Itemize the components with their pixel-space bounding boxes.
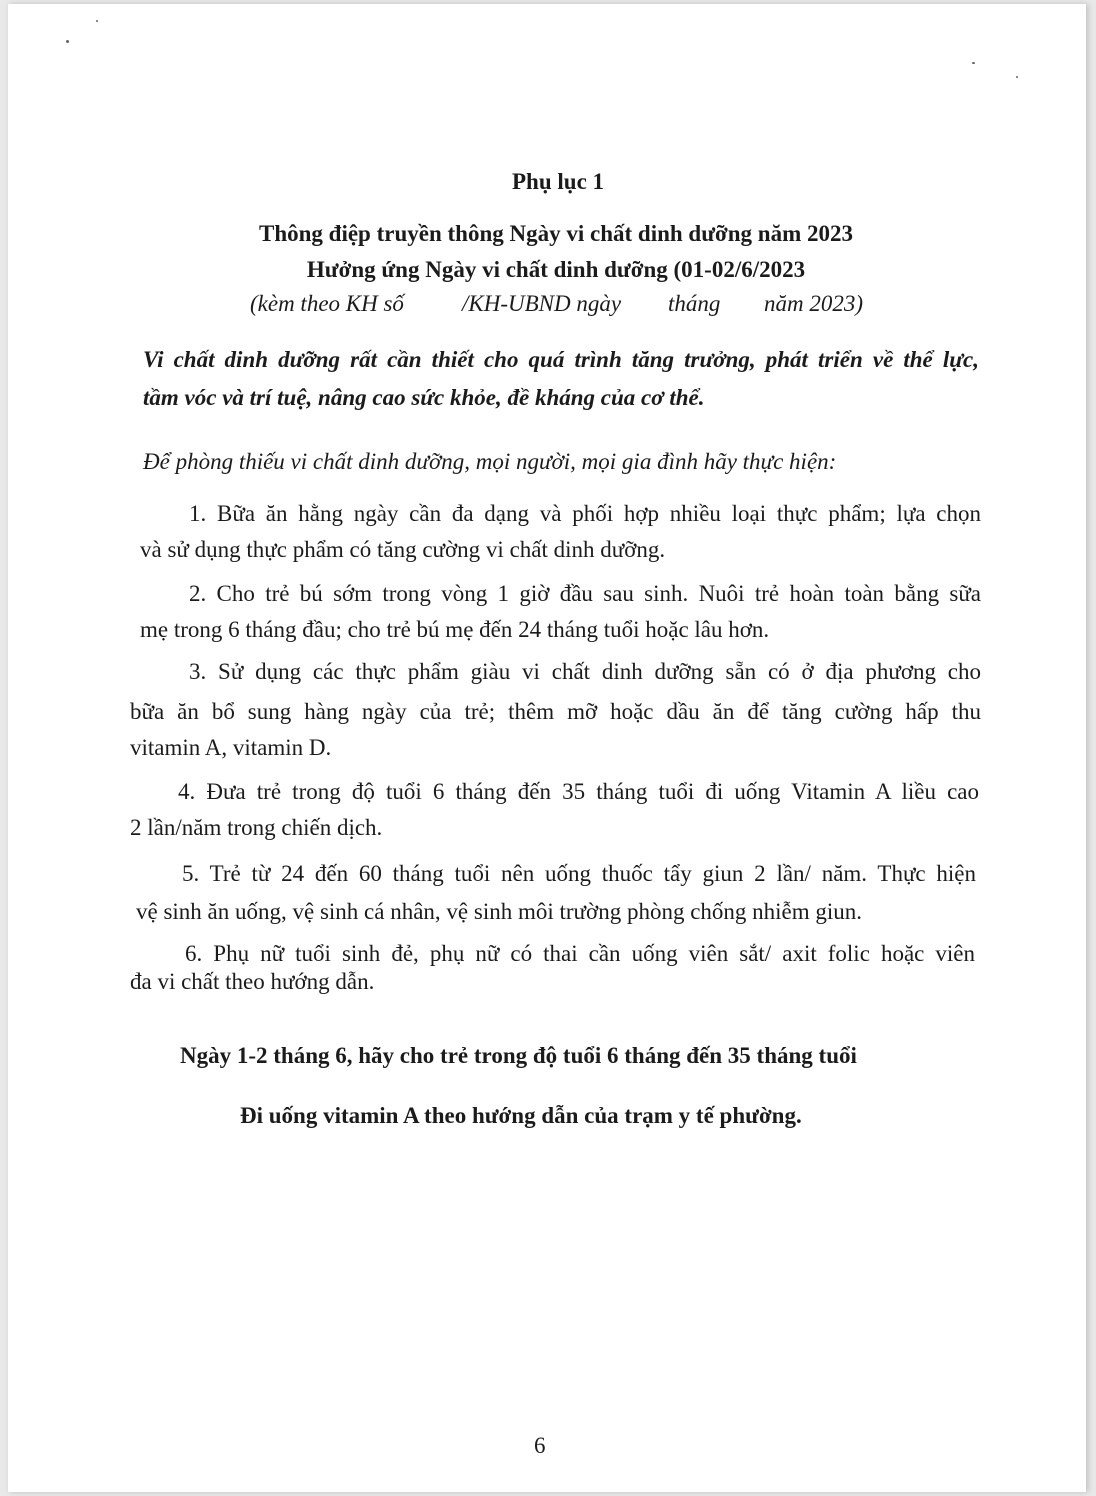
list-item-5-line-1: 5. Trẻ từ 24 đến 60 tháng tuổi nên uống thuốc tẩy giun 2 lần/ năm. Thực hiện xyxy=(182,861,976,886)
scan-speck xyxy=(972,62,975,64)
list-item-2-line-1: 2. Cho trẻ bú sớm trong vòng 1 giờ đầu sau sinh. Nuôi trẻ hoàn toàn bằng sữa xyxy=(189,581,981,606)
scan-speck xyxy=(96,20,98,22)
reference-ubnd-date: /KH-UBND ngày xyxy=(462,291,622,316)
list-item-2-line-2: mẹ trong 6 tháng đầu; cho trẻ bú mẹ đến 24 tháng tuổi hoặc lâu hơn. xyxy=(140,617,770,642)
intro-line-1: Vi chất dinh dưỡng rất cần thiết cho quá trình tăng trưởng, phát triển về thể lực, xyxy=(143,347,979,372)
list-item-6-line-1: 6. Phụ nữ tuổi sinh đẻ, phụ nữ có thai cần uống viên sắt/ axit folic hoặc viên xyxy=(185,941,975,966)
document-subtitle: Hưởng ứng Ngày vi chất dinh dưỡng (01-02/6/2023 xyxy=(306,257,806,282)
list-item-1-line-2: và sử dụng thực phẩm có tăng cường vi chất dinh dưỡng. xyxy=(140,537,666,562)
list-item-6-line-2: đa vi chất theo hướng dẫn. xyxy=(130,969,375,994)
list-item-5-line-2: vệ sinh ăn uống, vệ sinh cá nhân, vệ sinh môi trường phòng chống nhiễm giun. xyxy=(136,899,863,924)
intro-line-2: tầm vóc và trí tuệ, nâng cao sức khỏe, đề kháng của cơ thể. xyxy=(143,385,705,410)
list-item-4-line-1: 4. Đưa trẻ trong độ tuổi 6 tháng đến 35 tháng tuổi đi uống Vitamin A liều cao xyxy=(178,779,979,804)
lead-text: Để phòng thiếu vi chất dinh dưỡng, mọi người, mọi gia đình hãy thực hiện: xyxy=(143,449,837,474)
scan-speck xyxy=(1016,76,1018,78)
page-number: 6 xyxy=(534,1433,546,1458)
closing-line-1: Ngày 1-2 tháng 6, hãy cho trẻ trong độ tuổi 6 tháng đến 35 tháng tuổi xyxy=(180,1043,857,1068)
list-item-4-line-2: 2 lần/năm trong chiến dịch. xyxy=(130,815,383,840)
scan-speck xyxy=(66,40,69,43)
document-title: Thông điệp truyền thông Ngày vi chất dinh dưỡng năm 2023 xyxy=(258,221,853,246)
reference-month: tháng xyxy=(668,291,721,316)
list-item-3-line-3: vitamin A, vitamin D. xyxy=(130,735,332,760)
reference-plan-number: (kèm theo KH số xyxy=(250,291,404,316)
list-item-3-line-2: bữa ăn bổ sung hàng ngày của trẻ; thêm mỡ hoặc dầu ăn để tăng cường hấp thu xyxy=(130,699,981,724)
list-item-3-line-1: 3. Sử dụng các thực phẩm giàu vi chất dinh dưỡng sẵn có ở địa phương cho xyxy=(189,659,981,684)
closing-line-2: Đi uống vitamin A theo hướng dẫn của trạm y tế phường. xyxy=(240,1103,802,1128)
list-item-1-line-1: 1. Bữa ăn hằng ngày cần đa dạng và phối hợp nhiều loại thực phẩm; lựa chọn xyxy=(189,501,981,526)
appendix-title: Phụ lục 1 xyxy=(512,169,605,194)
reference-year: năm 2023) xyxy=(764,291,864,316)
